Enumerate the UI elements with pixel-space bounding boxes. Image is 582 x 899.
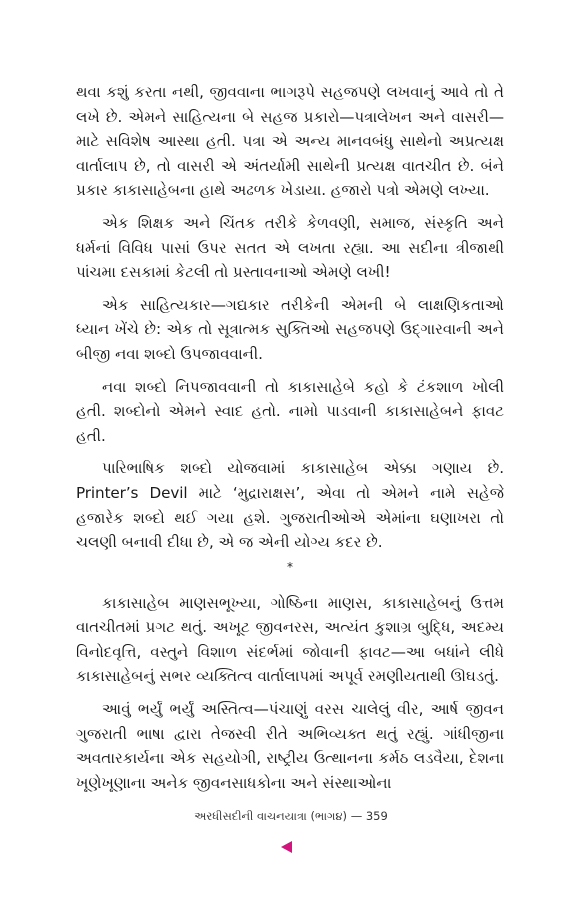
previous-page-arrow-icon[interactable] [281,841,292,853]
paragraph-3: એક સાહિત્યકાર—ગદ્યકાર તરીકેની એમની બે લાક્ષણિકતાઓ ધ્યાન ખેંચે છે: એક તો સૂત્રાત્મક સુક્તિઓ સહજપણે ઉદ્ગારવાની અને બીજી નવા શબ્દો ઉપજાવવાની. [76,295,504,363]
page-body [76,80,504,803]
section-separator: * [287,559,293,574]
paragraph-1: થવા કશું કરતા નથી, જીવવાના ભાગરૂપે સહજપણે લખવાનું આવે તો તે લખે છે. એમને સાહિત્યના બે સહજ પ્રકારો—પત્રાલેખન અને વાસરી—માટે સવિશેષ આસ્થા હતી. પત્રા એ અન્ય માનવબંધુ સાથેનો અપ્રત્યક્ષ વાર્તાલાપ છે, તો વાસરી એ અંતર્યામી સાથેની પ્રત્યક્ષ વાતચીત છે. બંને પ્રકાર કાકાસાહેબના હાથે અઢળક ખેડાયા. હજારો પત્રો એમણે લખ્યા. [76,83,504,200]
paragraph-5: પારિભાષિક શબ્દો યોજવામાં કાકાસાહેબ એક્કા ગણાય છે. Printer’s Devil માટે ‘મુદ્રારાક્ષસ’, એવા તો એમને નામે સહેજે હજારેક શબ્દો થઈ ગયા હશે. ગુજરાતીઓએ એમાંના ઘણાખરા તો ચલણી બનાવી દીધા છે, એ જ એની યોગ્ય કદર છે. [76,459,504,552]
page-footer: અરધીસદીની વાચનયાત્રા (ભાગ૪) — 359 [194,809,388,823]
paragraph-7: આવું ભર્યું ભર્યું અસ્તિત્વ—પંચાણું વરસ ચાલેલું વીર, આર્ષ જીવન ગુજરાતી ભાષા દ્વારા તેજસ્વી રીતે અભિવ્યક્ત થતું રહ્યું. ગાંધીજીના અવતારકાર્યના એક સહયોગી, રાષ્ટ્રીય ઉત્થાનના કર્મઠ લડવૈયા, દેશના ખૂણેખૂણાના અનેક જીવનસાધકોના અને સંસ્થાઓના [76,700,504,792]
paragraph-2: એક શિક્ષક અને ચિંતક તરીકે કેળવણી, સમાજ, સંસ્કૃતિ અને ધર્મનાં વિવિધ પાસાં ઉપર સતત એ લખતા રહ્યા. આ સદીના ત્રીજાથી પાંચમા દસકામાં કેટલી તો પ્રસ્તાવનાઓ એમણે લખી! [76,213,504,282]
paragraph-6: કાકાસાહેબ માણસભૂખ્યા, ગોષ્ઠિના માણસ, કાકાસાહેબનું ઉત્તમ વાતચીતમાં પ્રગટ થતું. અખૂટ જીવનરસ, અત્યંત કુશાગ્ર બુદ્ધિ, અદમ્ય વિનોદવૃત્તિ, વસ્તુને વિશાળ સંદર્ભમાં જોવાની ફાવટ—આ બધાંને લીધે કાકાસાહેબનું સભર વ્યક્તિત્વ વાર્તાલાપમાં અપૂર્વ રમણીયતાથી ઊઘડતું. [76,593,504,686]
paragraph-4: નવા શબ્દો નિપજાવવાની તો કાકાસાહેબે કહો કે ટંકશાળ ખોલી હતી. શબ્દોનો એમને સ્વાદ હતો. નામો પાડવાની કાકાસાહેબને ફાવટ હતી. [76,377,504,445]
